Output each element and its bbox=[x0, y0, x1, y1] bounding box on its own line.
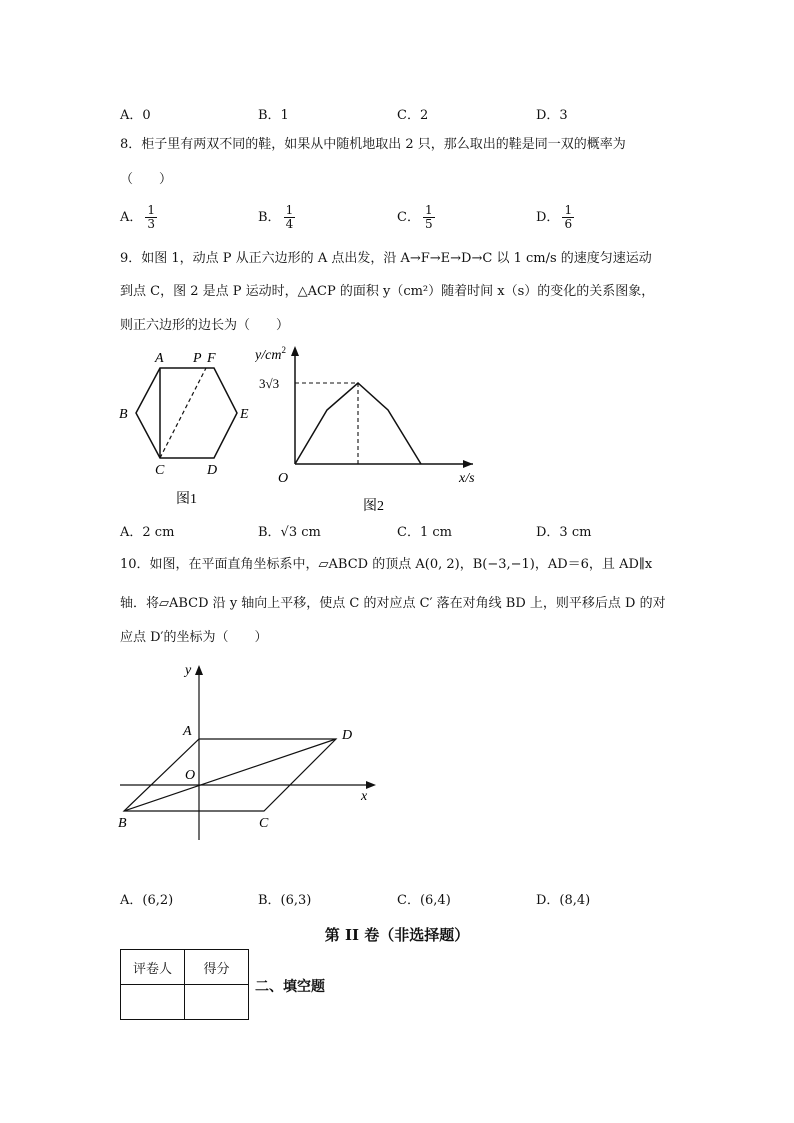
grading-table bbox=[120, 949, 249, 1020]
q10-option-d: D．(8,4) bbox=[536, 893, 591, 908]
score-cell bbox=[185, 985, 249, 1020]
figure1-caption: 图1 bbox=[176, 492, 197, 507]
q9-option-a: A．2 cm bbox=[120, 525, 175, 540]
label-c: C bbox=[155, 463, 165, 478]
fill-in-heading: 二、填空题 bbox=[255, 979, 325, 995]
y-axis-label: $y/cm^2$ bbox=[255, 345, 286, 363]
area-curve bbox=[295, 383, 421, 464]
q9-line3: 则正六边形的边长为（ ） bbox=[120, 318, 290, 333]
score-header: 得分 bbox=[185, 950, 249, 985]
label-a: A bbox=[183, 724, 192, 739]
figure2-caption: 图2 bbox=[363, 499, 384, 514]
x-axis-label: x/s bbox=[459, 471, 475, 486]
q10-line3: 应点 D′的坐标为（ ） bbox=[120, 630, 268, 645]
grader-cell bbox=[121, 985, 185, 1020]
q8-option-c: C． $\frac{1}{5}$ bbox=[397, 203, 433, 231]
origin-label: O bbox=[278, 471, 289, 486]
q10-figure-parallelogram bbox=[110, 655, 390, 855]
hexagon-outline bbox=[136, 368, 237, 458]
q7-option-c: C．2 bbox=[397, 108, 429, 123]
y-axis-arrow bbox=[195, 665, 203, 675]
q8-option-b: B． $\frac{1}{4}$ bbox=[258, 203, 294, 231]
q10-option-a: A．(6,2) bbox=[120, 893, 174, 908]
q8-stem: 8．柜子里有两双不同的鞋，如果从中随机地取出 2 只，那么取出的鞋是同一双的概率为 bbox=[120, 137, 626, 152]
q7-option-d: D．3 bbox=[536, 108, 568, 123]
q10-line2: 轴．将▱ABCD 沿 y 轴向上平移，使点 C 的对应点 C′ 落在对角线 BD 上，则平移后点 D 的对 bbox=[120, 596, 666, 611]
peak-value-label: 3√3 bbox=[259, 376, 280, 391]
q9-line1: 9．如图 1，动点 P 从正六边形的 A 点出发，沿 A→F→E→D→C 以 1 cm/s 的速度匀速运动 bbox=[120, 251, 652, 266]
grader-header: 评卷人 bbox=[121, 950, 185, 985]
label-o: O bbox=[185, 768, 196, 783]
q7-option-b: B．1 bbox=[258, 108, 289, 123]
label-p: P bbox=[193, 351, 202, 366]
label-d: D bbox=[342, 728, 353, 743]
q9-figure2-graph bbox=[255, 340, 485, 520]
q7-option-a: A．0 bbox=[120, 108, 151, 123]
label-b: B bbox=[119, 407, 128, 422]
q10-option-b: B．(6,3) bbox=[258, 893, 312, 908]
q10-line1: 10．如图，在平面直角坐标系中，▱ABCD 的顶点 A(0, 2)，B(−3,−1)，AD＝6，且 AD∥x bbox=[120, 557, 653, 572]
diagonal-bd bbox=[124, 739, 336, 811]
x-axis-arrow bbox=[463, 460, 473, 468]
label-a: A bbox=[155, 351, 164, 366]
y-axis-label: y bbox=[185, 663, 192, 678]
q10-option-c: C．(6,4) bbox=[397, 893, 451, 908]
label-c: C bbox=[259, 816, 269, 831]
q8-option-a: A． $\frac{1}{3}$ bbox=[120, 203, 156, 231]
q9-line2: 到点 C，图 2 是点 P 运动时，△ACP 的面积 y（cm²）随着时间 x（s）的变化的关系图象， bbox=[120, 284, 655, 299]
segment-cp-dashed bbox=[160, 368, 206, 458]
q8-option-d: D． $\frac{1}{6}$ bbox=[536, 203, 573, 231]
q9-option-d: D．3 cm bbox=[536, 525, 592, 540]
q9-option-b: B．√3 cm bbox=[258, 525, 321, 540]
q8-blank: （ ） bbox=[120, 172, 173, 187]
q9-option-c: C．1 cm bbox=[397, 525, 452, 540]
x-axis-label: x bbox=[361, 789, 368, 804]
label-e: E bbox=[240, 407, 249, 422]
q9-figure1-hexagon bbox=[110, 340, 270, 515]
y-axis-arrow bbox=[291, 346, 299, 356]
label-f: F bbox=[207, 351, 216, 366]
label-d: D bbox=[207, 463, 218, 478]
label-b: B bbox=[118, 816, 127, 831]
x-axis-arrow bbox=[366, 781, 376, 789]
section-title: 第 II 卷（非选择题） bbox=[324, 926, 470, 944]
